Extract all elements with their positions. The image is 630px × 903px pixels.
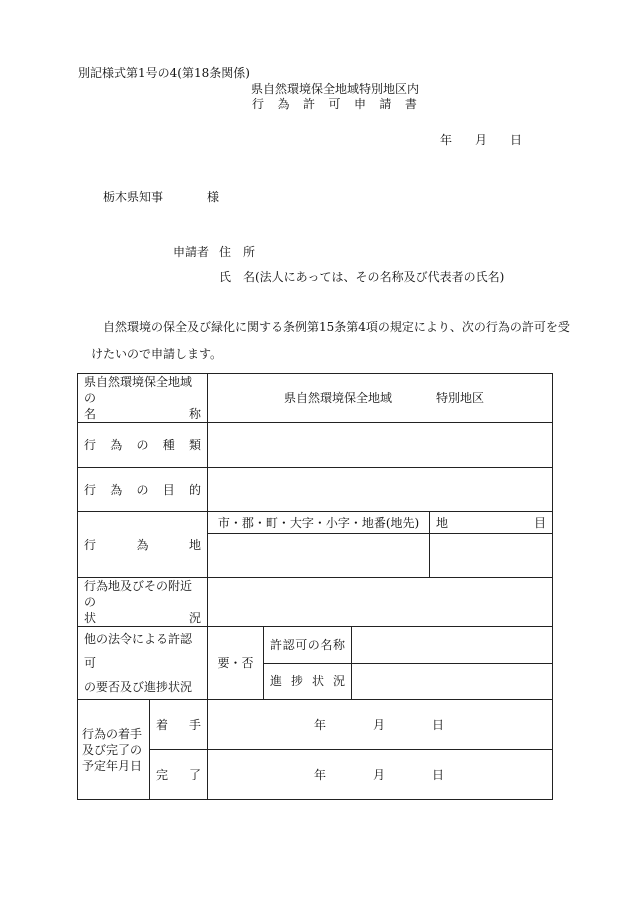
- schedule-label: 行為の着手 及び完了の 予定年月日: [78, 700, 150, 800]
- addressee-name: 栃木県知事: [103, 190, 164, 204]
- purpose-label: 行 為 の 目 的: [78, 468, 208, 512]
- area-name-label: 県自然環境保全地域の 名 称: [78, 374, 208, 423]
- end-label: 完 了: [150, 750, 208, 800]
- start-date-value[interactable]: 年 月 日: [208, 700, 553, 750]
- area-name-value[interactable]: 県自然環境保全地域 特別地区: [208, 374, 553, 423]
- permit-name-value[interactable]: [352, 627, 553, 664]
- applicant-address-label: 住 所: [219, 245, 255, 259]
- start-label: 着 手: [150, 700, 208, 750]
- location-label: 行 為 地: [78, 512, 208, 578]
- surroundings-label: 行為地及びその附近の 状 況: [78, 578, 208, 627]
- end-date-value[interactable]: 年 月 日: [208, 750, 553, 800]
- form-title-line2: 行 為 許 可 申 請 書: [252, 97, 417, 111]
- kind-label: 行 為 の 種 類: [78, 423, 208, 468]
- progress-label: 進 捗 状 況: [264, 663, 352, 700]
- progress-value[interactable]: [352, 663, 553, 700]
- necessity-value[interactable]: 要・否: [208, 627, 264, 700]
- surroundings-value[interactable]: [208, 578, 553, 627]
- applicant-name-label: 氏 名: [219, 270, 255, 284]
- form-number: 別記様式第1号の4(第18条関係): [78, 66, 250, 80]
- location-address-header: 市・郡・町・大字・小字・地番(地先): [208, 512, 430, 534]
- other-law-label: 他の法令による許認可 の要否及び進捗状況: [78, 627, 208, 700]
- application-date: 年 月 日: [440, 133, 522, 147]
- purpose-value[interactable]: [208, 468, 553, 512]
- location-address-value[interactable]: [208, 534, 430, 578]
- application-table: [77, 373, 553, 800]
- body-text-line1: 自然環境の保全及び緑化に関する条例第15条第4項の規定により、次の行為の許可を受: [103, 320, 570, 334]
- addressee-honorific: 様: [207, 190, 220, 204]
- body-text-line2: けたいので申請します。: [91, 347, 223, 361]
- applicant-name-note: (法人にあっては、その名称及び代表者の氏名): [255, 270, 505, 284]
- applicant-label: 申請者: [173, 245, 210, 259]
- land-category-header: 地 目: [430, 512, 553, 534]
- land-category-value[interactable]: [430, 534, 553, 578]
- form-title-line1: 県自然環境保全地域特別地区内: [251, 82, 420, 96]
- kind-value[interactable]: [208, 423, 553, 468]
- permit-name-label: 許 認 可 の 名 称: [264, 627, 352, 664]
